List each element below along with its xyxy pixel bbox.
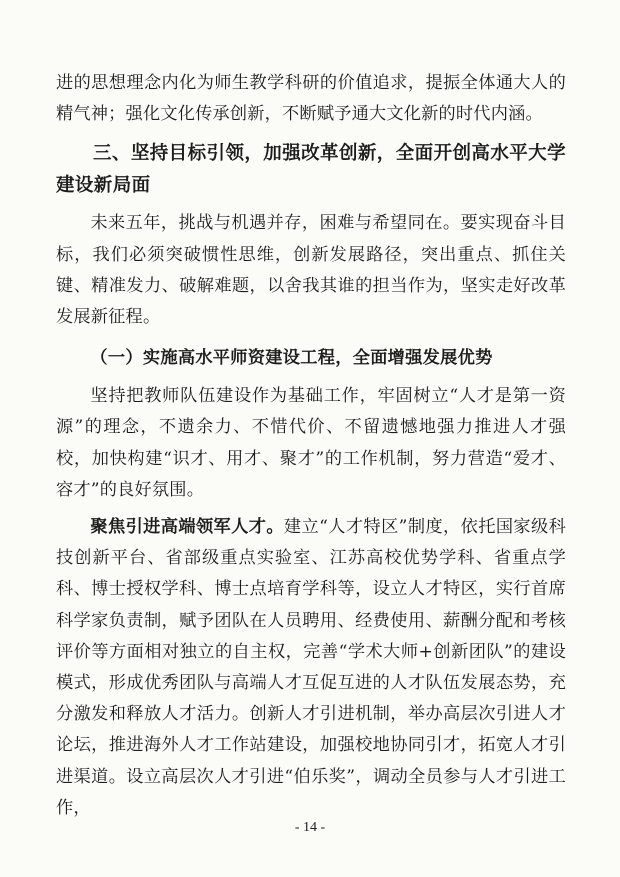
paragraph-talent-body: 建立“人才特区”制度，依托国家级科技创新平台、省部级重点实验室、江苏高校优势学科、省重点学科、博士授权学科、博士点培育学科等，设立人才特区，实行首席科学家负责制，赋予团队在人员聘用、经费使用、薪酬分配和考核评价等方面相对独立的自主权，完善“学术大师+创新团队”的建设模式，形成优秀团队与高端人才互促互进的人才队伍发展态势，充分激发和释放人才活力。创新人才引进机制，举办高层次引进人才论坛，推进海外人才工作站建设，加强校地协同引才，拓宽人才引进渠道。设立高层次人才引进“伯乐奖”，调动全员参与人才引进工作，	[56, 517, 566, 818]
subheading-teachers: （一）实施高水平师资建设工程，全面增强发展优势	[90, 348, 493, 369]
document-page	[56, 68, 566, 824]
paragraph-future: 未来五年，挑战与机遇并存，困难与希望同在。要实现奋斗目标，我们必须突破惯性思维，创新发展路径，突出重点、抓住关键、精准发力、破解难题，以舍我其谁的担当作为，坚实走好改革发展新征程。	[56, 213, 566, 328]
paragraph-talent-lead: 聚焦引进高端领军人才。	[90, 517, 284, 538]
page-number: - 14 -	[294, 820, 326, 835]
paragraph-intro: 进的思想理念内化为师生教学科研的价值追求，提振全体通大人的精气神；强化文化传承创新，不断赋予通大文化新的时代内涵。	[56, 73, 566, 125]
section-heading: 三、坚持目标引领，加强改革创新，全面开创高水平大学建设新局面	[56, 143, 566, 197]
paragraph-teachers: 坚持把教师队伍建设作为基础工作，牢固树立“人才是第一资源”的理念，不遗余力、不惜代价、不留遗憾地强力推进人才强校，加快构建“识才、用才、聚才”的工作机制，努力营造“爱才、容才”的良好氛围。	[56, 386, 566, 500]
paragraph-talent	[56, 512, 566, 824]
